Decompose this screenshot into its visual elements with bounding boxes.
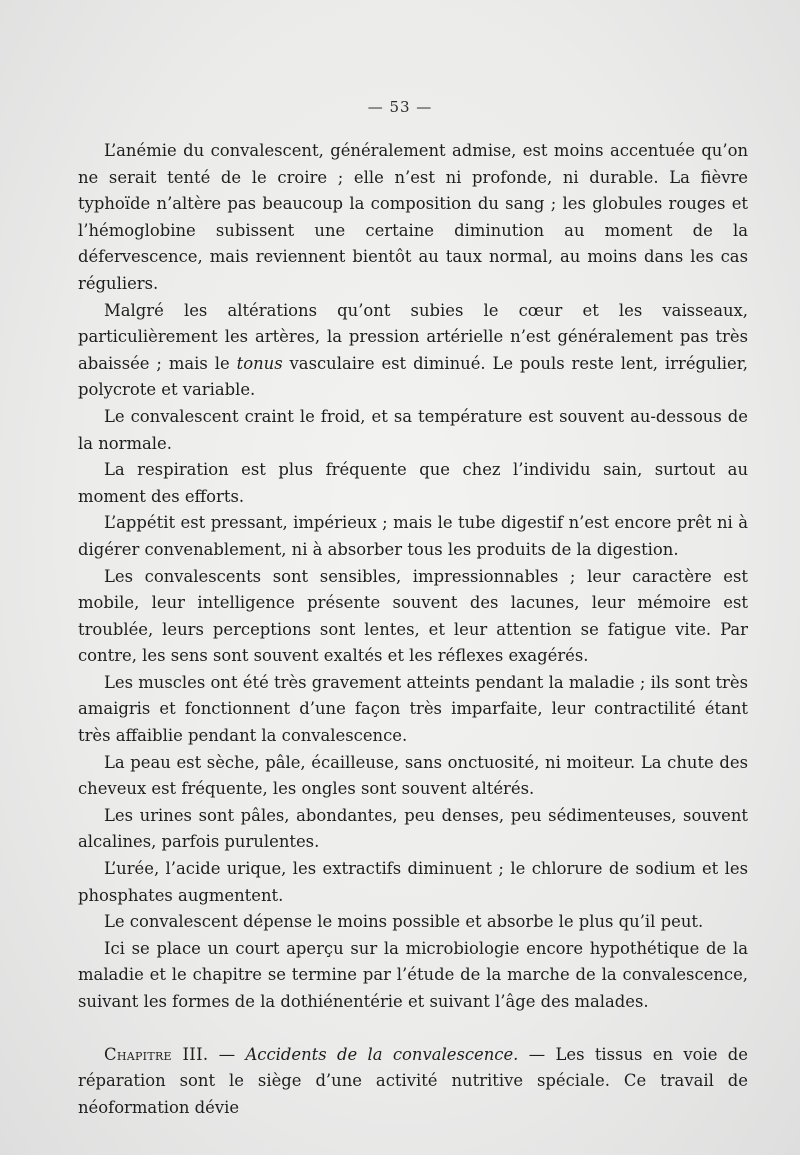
paragraph-circulation-start: Malgré les altérations qu’ont subies le cœur et les vaisseaux, particulièrement les artères, la pression artérielle n’est généralement pas très abaissée ; mais le [78, 300, 748, 373]
chapter-heading-paragraph: Chapitre III. — Accidents de la convalescence. — Les tissus en voie de réparation sont le siège d’une activité nutritive spéciale. Ce travail de néoformation dévie [78, 1044, 749, 1117]
paragraph-nervous-system: Les convalescents sont sensibles, impressionnables ; leur caractère est mobile, leur intelligence présente souvent des lacunes, leur mémoire est troublée, leurs perceptions sont lentes, et leur attention se fatigue vite. Par contre, les sens sont souvent exaltés et les réflexes exagérés. [78, 566, 748, 666]
body-text [78, 138, 748, 1121]
paragraph-expenditure: Le convalescent dépense le moins possible et absorbe le plus qu’il peut. [104, 912, 704, 932]
paragraph-urine: Les urines sont pâles, abondantes, peu denses, peu sédimenteuses, souvent alcalines, parfois purulentes. [78, 805, 748, 852]
paragraph-respiration: La respiration est plus fréquente que chez l’individu sain, surtout au moment des efforts. [78, 460, 748, 506]
paragraph-urea: L’urée, l’acide urique, les extractifs diminuent ; le chlorure de sodium et les phosphates augmentent. [78, 859, 748, 905]
paragraph-appetite: L’appétit est pressant, impérieux ; mais le tube digestif n’est encore prêt ni à digérer convenablement, ni à absorber tous les produits de la digestion. [78, 513, 748, 559]
chapter-text: — Les tissus en voie de réparation sont le siège d’une activité nutritive spéciale. Ce travail de néoformation dévie [78, 1044, 749, 1117]
paragraph-microbiology: Ici se place un court aperçu sur la microbiologie encore hypothétique de la maladie et le chapitre se termine par l’étude de la marche de la convalescence, suivant les formes de la dothiénentérie et suivant l’âge des malades. [78, 938, 748, 1011]
paragraph-circulation [78, 298, 748, 404]
paragraph-muscles: Les muscles ont été très gravement atteints pendant la maladie ; ils sont très amaigris et fonctionnent d’une façon très imparfaite, leur contractilité étant très affaiblie pendant la convalescence. [78, 672, 748, 746]
page-number: — 53 — [367, 98, 433, 116]
paragraph-temperature: Le convalescent craint le froid, et sa température est souvent au-dessous de la normale. [78, 406, 748, 453]
paragraph-skin: La peau est sèche, pâle, écailleuse, sans onctuosité, ni moiteur. La chute des cheveux est fréquente, les ongles sont souvent altérés. [78, 752, 748, 799]
paragraph-circulation-end: vasculaire est diminué. Le pouls reste lent, irrégulier, polycrote et variable. [78, 353, 748, 400]
chapter-title: Accidents de la convalescence. [245, 1044, 519, 1064]
term-tonus: tonus [236, 353, 283, 373]
chapter-label: Chapitre III. [104, 1044, 209, 1064]
paragraph-anemia: L’anémie du convalescent, généralement admise, est moins accentuée qu’on ne serait tenté de le croire ; elle n’est ni profonde, ni durable. La fièvre typhoïde n’altère pas beaucoup la composition du sang ; les globules rouges et l’hémoglobine subissent une certaine diminution au moment de la défervescence, mais reviennent bientôt au taux normal, au moins dans les cas réguliers. [78, 141, 748, 293]
